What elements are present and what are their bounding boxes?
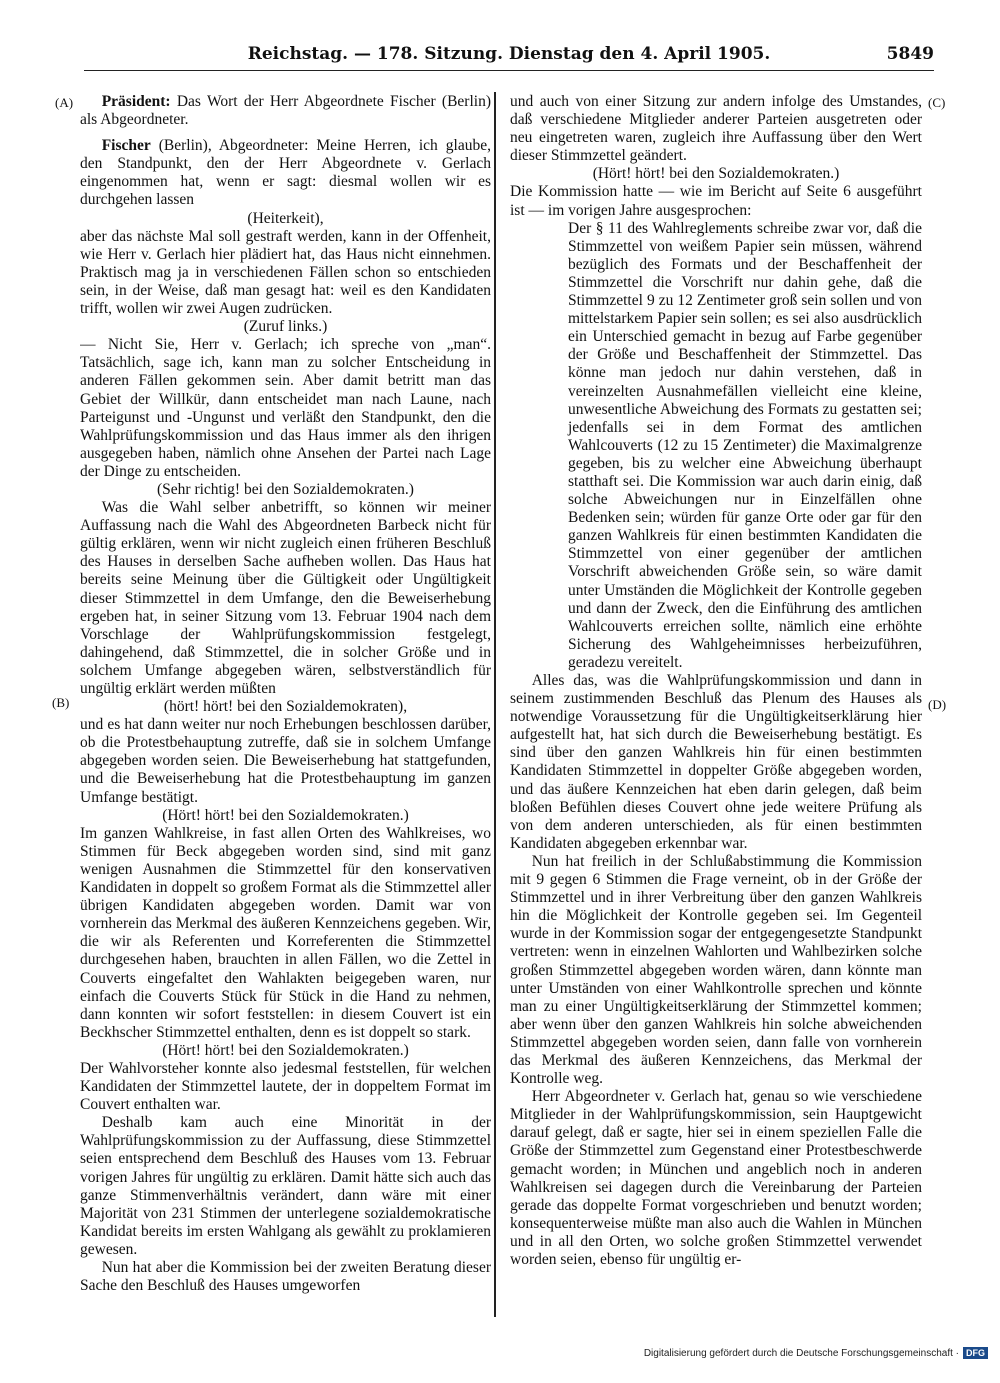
- paragraph: Herr Abgeordneter v. Gerlach hat, genau so wie verschiedene Mitglieder in der Wahlprüfungskommission, sein Hauptgewicht darauf gelegt, daß er sagte, hier sei in einem speziellen Falle die Größe der Stimmzettel zum Gegenstand einer Protestbeschwerde gemacht worden; in München und angeblich noch in anderen Wahlkreisen sei dagegen durch die Vereinbarung der Parteien gerade das doppelte Format vorgeschrieben und benutzt worden; konsequenterweise müßte man also auch die Wahlen in München und in all den Orten, wo solche großen Stimmzettel verwendet worden seien, ebenso für ungültig er-: [510, 1088, 922, 1268]
- running-header: [84, 40, 934, 71]
- paragraph: [80, 93, 491, 129]
- interjection: (Hört! hört! bei den Sozialdemokraten.): [162, 806, 409, 824]
- column-divider: [494, 92, 496, 1317]
- paragraph: Was die Wahl selber anbetrifft, so können wir meiner Auffassung nach die Wahl des Abgeordneten Barbeck nicht für gültig erklären, wenn wir nicht zugleich einen früheren Beschluß des Hauses in derselben Sache aufheben wollen. Das Haus hat bereits seine Meinung über die Gültigkeit oder Ungültigkeit dieser Stimmzettel in dem Umfange, den die Beweiserhebung ergeben hat, in seiner Sitzung vom 13. Februar 1904 nach dem Vorschlage der Wahlprüfungskommission festgelegt, dahingehend, daß Stimmzettel, die in solcher Größe und in solchem Umfange abgegeben wären, selbstverständlich für ungültig erklärt werden müßten: [80, 499, 491, 697]
- paragraph-text: (Berlin), Abgeordneter: Meine Herren, ich glaube, den Standpunkt, den der Herr Abgeordnete v. Gerlach eingenommen hat, wenn er sagt: diesmal wollen wir es durchgehen lassen: [80, 137, 491, 209]
- interjection: (Hört! hört! bei den Sozialdemokraten.): [592, 165, 840, 183]
- margin-mark-a: (A): [55, 95, 74, 110]
- speaker-name: Präsident:: [101, 93, 171, 110]
- paragraph: Nun hat freilich in der Schlußabstimmung die Kommission mit 9 gegen 6 Stimmen die Frage verneint, ob in der Größe der Stimmzettel und in ihrer Verbreitung über den ganzen Wahlkreis hin die Möglichkeit der Kontrolle gegeben sei. Im Gegenteil wurde in der Kommission sogar der entgegengesetzte Standpunkt vertreten: wenn in einzelnen Wahlorten und Wahlbezirken solche großen Stimmzettel abgegeben worden wären, dann könnte man unter Umständen von einer Wahlkontrolle sprechen und könnte man zu einer Ungültigkeitserklärung der Stimmzettel kommen; aber wenn über den ganzen Wahlkreis hin solche abweichenden Stimmzettel abgegeben worden seien, dann falle von vornherein das Merkmal des äußeren Kennzeichens, das Merkmal der Kontrolle weg.: [510, 852, 922, 1088]
- paragraph: Nun hat aber die Kommission bei der zweiten Beratung dieser Sache den Beschluß des Hauses umgeworfen: [80, 1259, 491, 1295]
- footer-text: Digitalisierung gefördert durch die Deutsche Forschungsgemeinschaft ·: [643, 1347, 959, 1359]
- paragraph: und es hat dann weiter nur noch Erhebungen beschlossen darüber, ob die Protestbehauptung zutreffe, daß sie in solchem Umfange abgegeben worden seien. Die Beweiserhebung hat stattgefunden, und die Beweiserhebung hat die Protestbehauptung im ganzen Umfange bestätigt.: [80, 716, 491, 806]
- interjection: (Hört! hört! bei den Sozialdemokraten.): [162, 1041, 409, 1059]
- paragraph: Deshalb kam auch eine Minorität in der Wahlprüfungskommission zu der Auffassung, diese Stimmzettel seien entsprechend dem Beschluß des Hauses vom 13. Februar vorigen Jahres für ungültig zu erklären. Damit hätte sich auch das ganze Stimmenverhältnis verändert, dann wäre mit einer Majorität von 231 Stimmen der unterlegene sozialdemokratische Kandidat bereits im ersten Wahlgang als gewählt zu proklamieren gewesen.: [80, 1114, 491, 1258]
- interjection: (Zuruf links.): [243, 318, 328, 336]
- digitization-footer: [644, 1347, 988, 1359]
- speaker-name: Fischer: [101, 137, 151, 155]
- paragraph: Im ganzen Wahlkreise, in fast allen Orten des Wahlkreises, wo Stimmen für Beck abgegeben worden sind, sind mit ganz wenigen Ausnahmen die Stimmzettel für den konservativen Kandidaten in doppelt so großem Format als die Stimmzettel aller übrigen Kandidaten abgegeben worden. Damit war von vornherein das Merkmal des äußeren Kennzeichens gegeben. Wir, die wir als Referenten und Korreferenten die Stimmzettel durchgesehen haben, brauchten in allen Fällen, wo die Zettel in Couverts eingefaltet den Wahlakten beigegeben waren, nur einfach die Couverts Stück für Stück in die Hand zu nehmen, dann konnten wir sofort feststellen: in diesem Couvert ist ein Beckhscher Stimmzettel enthalten, denn es ist doppelt so stark.: [80, 824, 491, 1041]
- paragraph-text: Das Wort der Herr Abgeordnete Fischer (Berlin) als Abgeordneter.: [80, 93, 491, 129]
- header-title: Reichstag. — 178. Sitzung. Dienstag den 4. April 1905.: [247, 44, 771, 64]
- margin-mark-c: (C): [928, 95, 946, 110]
- dfg-logo: DFG: [963, 1347, 988, 1359]
- right-column: [510, 93, 922, 1328]
- paragraph: [80, 137, 491, 209]
- paragraph: Die Kommission hatte — wie im Bericht auf Seite 6 ausgeführt ist — im vorigen Jahre ausgesprochen:: [510, 183, 922, 219]
- paragraph: Alles das, was die Wahlprüfungskommission und dann in seinem zustimmenden Beschluß das Plenum des Hauses als notwendige Voraussetzung für die Ungültigkeitserklärung hier aufgestellt hat, hat sich durch die Beweiserhebung bestätigt. Es sind über den ganzen Wahlkreis hin für einen bestimmten Kandidaten Stimmzettel in doppelter Größe abgegeben worden, und das äußere Kennzeichen hat eben darin gelegen, daß beim bloßen Befühlen dieses Couvert ohne jede weitere Prüfung als von dem anderen unterschieden, als für einen bestimmten Kandidaten abgegeben erkennbar war.: [510, 672, 922, 852]
- block-quote: Der § 11 des Wahlreglements schreibe zwar vor, daß die Stimmzettel von weißem Papier sein müssen, während bezüglich des Formats und der Beschaffenheit der Stimmzettel die Vorschrift nur dahin gehe, daß die Stimmzettel 9 zu 12 Zentimeter groß sein sollen und von mittelstarkem Papier sein sollen; es sei also ausdrücklich ein Unterschied gemacht in bezug auf Farbe gegenüber der Größe und Beschaffenheit der Stimmzettel. Das könne man jedoch nur dahin verstehen, daß in vereinzelten Ausnahmefällen vielleicht eine kleine, unwesentliche Abweichung des Formats zu gestatten sei; jedenfalls sei in dem Format des amtlichen Wahlcouverts (12 zu 15 Zentimeter) die Maximalgrenze gegeben, bis zu welcher eine Abweichung überhaupt statthaft sei. Die Kommission war auch darin einig, daß solche Abweichungen nur in Einzelfällen ohne Bedenken sein; würden für ganze Orte oder gar für den ganzen Wahlkreis für einen bestimmten Kandidaten die Stimmzettel von einer gegenüber der amtlichen Vorschrift abweichenden Größe sein, so wäre damit unter Umständen die Möglichkeit der Kontrolle gegeben und dann der Zweck, den die Einführung des amtlichen Wahlcouverts erreichen sollte, nämlich eine erhöhte Sicherung des Wahlgeheimnisses herbeizuführen, geradezu vereitelt.: [568, 219, 922, 671]
- margin-mark-d: (D): [928, 697, 947, 712]
- interjection: (hört! hört! bei den Sozialdemokraten),: [163, 698, 408, 716]
- left-column: [80, 93, 491, 1328]
- paragraph: Der Wahlvorsteher konnte also jedesmal feststellen, für welchen Kandidaten der Stimmzettel lautete, der in doppeltem Format im Couvert enthalten war.: [80, 1059, 491, 1114]
- page-number: 5849: [886, 44, 934, 64]
- interjection: (Sehr richtig! bei den Sozialdemokraten.): [157, 480, 414, 498]
- paragraph: — Nicht Sie, Herr v. Gerlach; ich spreche von „man“. Tatsächlich, sage ich, kann man zu solcher Entscheidung in anderen Fällen gekommen sein. Aber damit betritt man das Gebiet der Willkür, dann entscheidet man nach Laune, nach Parteigunst und -Ungunst und verläßt den Standpunkt, den die Wahlprüfungskommission und das Haus immer als den ihrigen ausgegeben haben, nämlich ohne Ansehen der Partei nach Lage der Dinge zu entscheiden.: [80, 336, 491, 480]
- interjection: (Heiterkeit),: [247, 209, 324, 227]
- margin-mark-b: (B): [52, 695, 70, 710]
- paragraph: aber das nächste Mal soll gestraft werden, kann in der Offenheit, wie Herr v. Gerlach hier plädiert hat, das Haus nicht einnehmen. Praktisch mag ja in verschiedenen Fällen schon so entschieden sein, in der Weise, daß man gesagt hat: weil es den Kandidaten trifft, wollen wir zwei Augen zudrücken.: [80, 227, 491, 318]
- paragraph: und auch von einer Sitzung zur andern infolge des Umstandes, daß verschiedene Mitglieder anderer Parteien ausgetreten oder neu eingetreten waren, zugleich ihre Auffassung über den Wert dieser Stimmzettel geändert.: [510, 93, 922, 165]
